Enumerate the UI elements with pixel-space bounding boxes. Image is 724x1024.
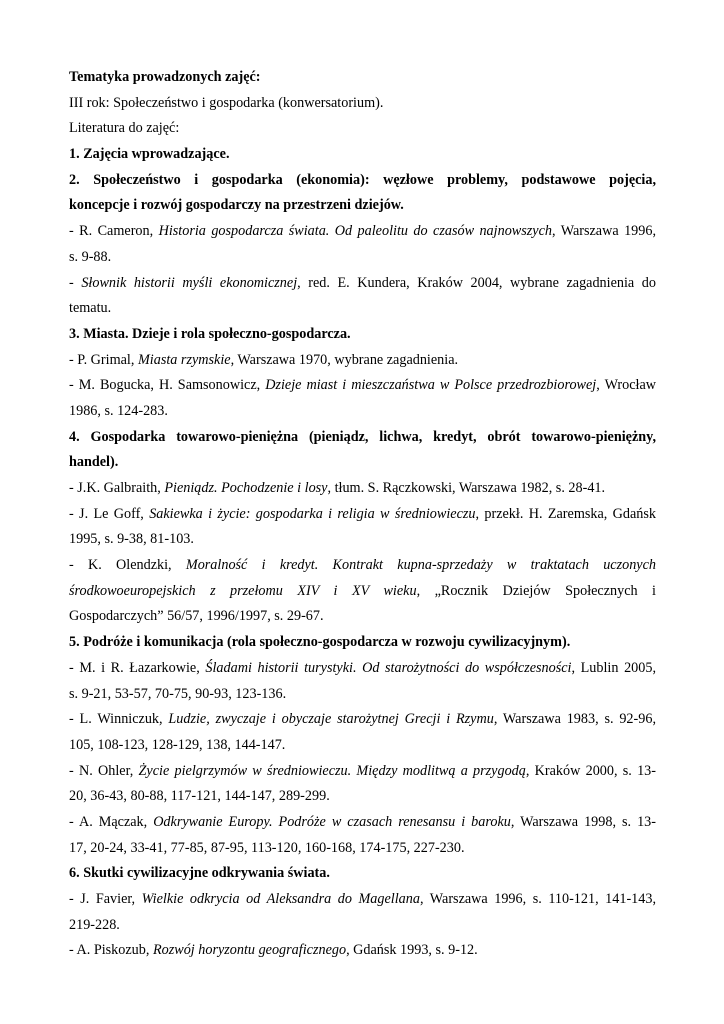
ref-author: - J. Favier, bbox=[69, 891, 142, 907]
reference-entry bbox=[69, 553, 656, 579]
reference-entry bbox=[69, 219, 656, 245]
ref-author: - M. Bogucka, H. Samsonowicz, bbox=[69, 377, 266, 394]
topic-3-title: 3. Miasta. Dzieje i rola społeczno-gospodarcza. bbox=[69, 325, 351, 342]
ref-details: , Wrocław bbox=[596, 377, 656, 394]
ref-title: Sakiewka i życie: gospodarka i religia w średniowieczu bbox=[149, 505, 476, 522]
ref-details: , Warszawa 1996, s. 110-121, 141-143, bbox=[419, 891, 656, 907]
ref-title: środkowoeuropejskich z przełomu XIV i XV wieku bbox=[69, 582, 417, 599]
ref-title: Śladami historii turystyki. Od starożytności do współczesności bbox=[205, 659, 572, 676]
ref-author: - J. Le Goff, bbox=[69, 505, 150, 522]
ref-title: Odkrywanie Europy. Podróże w czasach renesansu i baroku bbox=[153, 813, 511, 830]
ref-title: Rozwój horyzontu geograficznego bbox=[152, 942, 347, 959]
ref-author: - M. i R. Łazarkowie, bbox=[69, 659, 206, 676]
reference-entry bbox=[69, 656, 656, 682]
ref-details: , Warszawa 1998, s. 13- bbox=[510, 813, 656, 830]
document-page bbox=[69, 65, 656, 964]
reference-entry-cont bbox=[69, 579, 656, 605]
ref-author: - K. Olendzki, bbox=[69, 557, 186, 574]
topic-2-title-line2: koncepcje i rozwój gospodarczy na przestrzeni dziejów. bbox=[69, 197, 404, 214]
ref-details: , „Rocznik Dziejów Społecznych i bbox=[416, 582, 657, 599]
reference-entry-cont: 17, 20-24, 33-41, 77-85, 87-95, 113-120, 160-168, 174-175, 227-230. bbox=[69, 839, 465, 856]
ref-author: - J.K. Galbraith, bbox=[69, 480, 165, 496]
ref-author: - P. Grimal, bbox=[69, 351, 138, 368]
reference-entry bbox=[69, 887, 656, 913]
reference-entry bbox=[69, 502, 656, 528]
ref-details: , tłum. S. Rączkowski, Warszawa 1982, s. 28-41. bbox=[327, 480, 606, 496]
ref-title: Miasta rzymskie bbox=[137, 351, 231, 368]
ref-details: , Warszawa 1970, wybrane zagadnienia. bbox=[230, 351, 459, 368]
ref-details: , Kraków 2000, s. 13- bbox=[525, 762, 656, 779]
reference-entry bbox=[69, 476, 656, 502]
ref-title: Życie pielgrzymów w średniowieczu. Między modlitwą a przygodą bbox=[138, 762, 526, 779]
ref-title: Wielkie odkrycia od Aleksandra do Magellana bbox=[141, 891, 420, 907]
ref-author: - A. Piskozub, bbox=[69, 942, 153, 959]
topic-4-title-line2: handel). bbox=[69, 454, 119, 471]
reference-entry-cont: s. 9-88. bbox=[69, 248, 112, 265]
reference-entry bbox=[69, 938, 656, 964]
ref-author: - L. Winniczuk, bbox=[69, 711, 169, 728]
ref-author: - bbox=[69, 274, 82, 291]
reference-entry bbox=[69, 707, 656, 733]
course-line: III rok: Społeczeństwo i gospodarka (konwersatorium). bbox=[69, 94, 384, 111]
topic-5-title: 5. Podróże i komunikacja (rola społeczno-gospodarcza w rozwoju cywilizacyjnym). bbox=[69, 634, 571, 651]
ref-title: Ludzie, zwyczaje i obyczaje starożytnej Grecji i Rzymu bbox=[168, 711, 494, 728]
ref-author: - R. Cameron, bbox=[69, 223, 159, 240]
reference-entry bbox=[69, 348, 656, 374]
literature-label: Literatura do zajęć: bbox=[69, 120, 180, 137]
ref-details: , przekł. H. Zaremska, Gdańsk bbox=[475, 505, 657, 522]
page-heading: Tematyka prowadzonych zajęć: bbox=[69, 69, 261, 85]
ref-title: Historia gospodarcza świata. Od paleolitu do czasów najnowszych bbox=[158, 223, 552, 240]
ref-details: , Gdańsk 1993, s. 9-12. bbox=[346, 942, 478, 959]
reference-entry-cont: 105, 108-123, 128-129, 138, 144-147. bbox=[69, 736, 286, 753]
ref-details: , Lublin 2005, bbox=[571, 659, 656, 676]
ref-title: Słownik historii myśli ekonomicznej bbox=[81, 274, 298, 291]
ref-details: , Warszawa 1983, s. 92-96, bbox=[493, 711, 656, 728]
ref-details: , Warszawa 1996, bbox=[551, 223, 656, 240]
ref-details: , red. E. Kundera, Kraków 2004, wybrane zagadnienia do bbox=[297, 274, 656, 291]
ref-author: - N. Ohler, bbox=[69, 762, 139, 779]
reference-entry-cont: tematu. bbox=[69, 300, 112, 317]
reference-entry-cont: 219-228. bbox=[69, 916, 120, 933]
topic-4-title-line1: 4. Gospodarka towarowo-pieniężna (pieniądz, lichwa, kredyt, obrót towarowo-pieniężny, bbox=[69, 428, 656, 445]
topic-2-title-line1: 2. Społeczeństwo i gospodarka (ekonomia): węzłowe problemy, podstawowe pojęcia, bbox=[69, 171, 656, 188]
topic-6-title: 6. Skutki cywilizacyjne odkrywania świata. bbox=[69, 865, 330, 882]
reference-entry bbox=[69, 810, 656, 836]
ref-title: Dzieje miast i mieszczaństwa w Polsce przedrozbiorowej bbox=[265, 377, 597, 394]
reference-entry bbox=[69, 759, 656, 785]
reference-entry-cont: 20, 36-43, 80-88, 117-121, 144-147, 289-299. bbox=[69, 788, 330, 805]
ref-author: - A. Mączak, bbox=[69, 813, 154, 830]
reference-entry bbox=[69, 271, 656, 297]
ref-title: Pieniądz. Pochodzenie i losy bbox=[164, 480, 328, 496]
topic-1-title: 1. Zajęcia wprowadzające. bbox=[69, 146, 230, 163]
reference-entry-cont: Gospodarczych” 56/57, 1996/1997, s. 29-67. bbox=[69, 608, 324, 625]
reference-entry-cont: s. 9-21, 53-57, 70-75, 90-93, 123-136. bbox=[69, 685, 287, 702]
reference-entry-cont: 1995, s. 9-38, 81-103. bbox=[69, 531, 194, 548]
reference-entry bbox=[69, 373, 656, 399]
reference-entry-cont: 1986, s. 124-283. bbox=[69, 402, 168, 419]
ref-title: Moralność i kredyt. Kontrakt kupna-sprzedaży w traktatach uczonych bbox=[185, 557, 656, 574]
